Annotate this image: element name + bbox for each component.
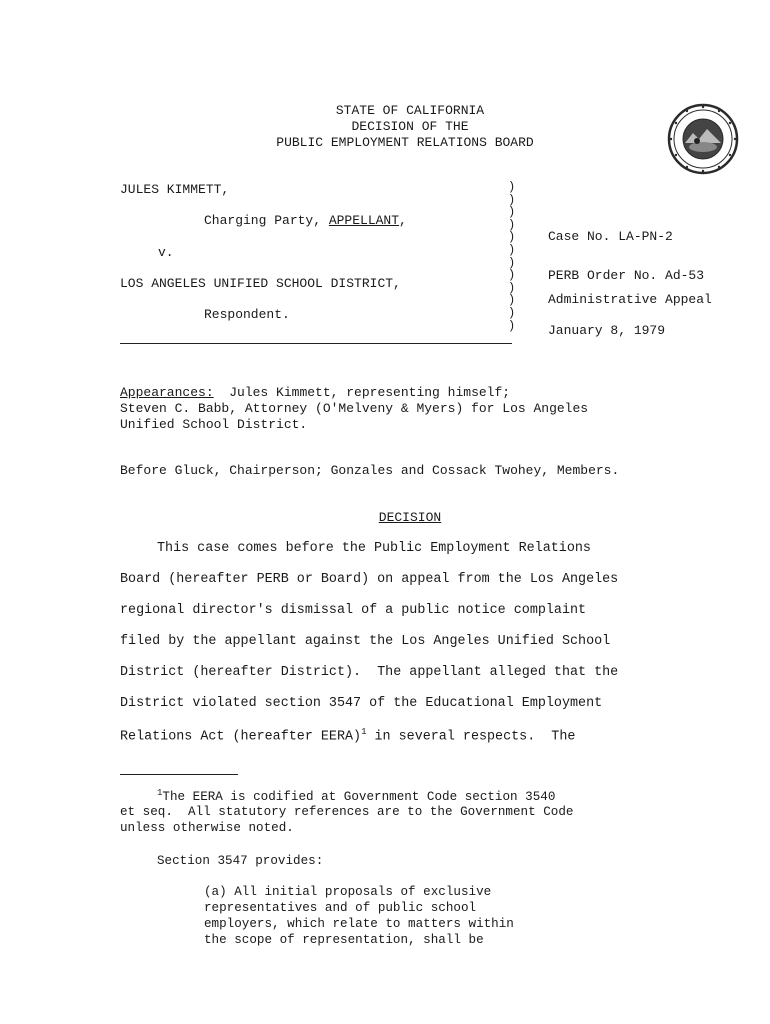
role-suffix: ,: [399, 213, 407, 228]
body-line-1: This case comes before the Public Employment Relations: [157, 541, 591, 556]
header-line-decision-of: DECISION OF THE: [351, 119, 469, 134]
header-line-board: PUBLIC EMPLOYMENT RELATIONS BOARD: [276, 135, 534, 150]
footnote-ref: 1: [361, 727, 367, 737]
body-line-3: regional director's dismissal of a public notice complaint: [120, 603, 587, 618]
appearances-line-2: Steven C. Babb, Attorney (O'Melveny & Myers) for Los Angeles: [120, 401, 589, 416]
party2-role: Respondent.: [204, 307, 290, 322]
panel-members: Before Gluck, Chairperson; Gonzales and Cossack Twohey, Members.: [120, 463, 620, 478]
decision-heading: DECISION: [378, 510, 442, 525]
footnote-line-1: [157, 789, 555, 804]
body-line-4: filed by the appellant against the Los Angeles Unified School: [120, 634, 611, 649]
quote-line-3: employers, which relate to matters within: [204, 917, 514, 931]
appearances-line-3: Unified School District.: [120, 417, 308, 432]
footnote-line-2: et seq. All statutory references are to the Government Code: [120, 805, 574, 819]
body-line-7-text: Relations Act (hereafter EERA): [120, 729, 362, 745]
footnote-rule: [120, 774, 238, 775]
body-line-5: District (hereafter District). The appellant alleged that the: [120, 665, 619, 680]
header-line-state: STATE OF CALIFORNIA: [335, 103, 485, 118]
state-seal-icon: [667, 103, 739, 175]
body-line-6: District violated section 3547 of the Educational Employment: [120, 696, 603, 711]
decision-date: January 8, 1979: [548, 323, 666, 338]
appearances-label: Appearances:: [120, 385, 214, 400]
quote-line-4: the scope of representation, shall be: [204, 933, 484, 947]
body-line-7: [120, 728, 575, 744]
quote-line-2: representatives and of public school: [204, 901, 477, 915]
party1-role: [204, 214, 407, 227]
order-number: PERB Order No. Ad-53: [548, 268, 705, 283]
case-number: Case No. LA-PN-2: [548, 229, 673, 244]
appearances-line-1: [120, 386, 510, 399]
caption-brackets: ) ) ) ) ) ) ) ) ) ) ) ): [508, 180, 516, 333]
appeal-type: Administrative Appeal: [548, 292, 712, 307]
section-intro: Section 3547 provides:: [157, 854, 324, 868]
body-line-2: Board (hereafter PERB or Board) on appeal from the Los Angeles: [120, 572, 619, 587]
versus: v.: [158, 245, 174, 260]
footnote-line-3: unless otherwise noted.: [120, 821, 294, 835]
quote-line-1: (a) All initial proposals of exclusive: [204, 885, 492, 899]
party-jules-kimmett: JULES KIMMETT,: [120, 182, 230, 197]
appearances-rest: Jules Kimmett, representing himself;: [213, 385, 511, 400]
footnote-text-1: The EERA is codified at Government Code section 3540: [162, 790, 556, 805]
role-prefix: Charging Party,: [204, 213, 329, 228]
body-line-7-tail: in several respects. The: [366, 729, 576, 745]
footnote-marker: 1: [157, 788, 163, 798]
party-lausd: LOS ANGELES UNIFIED SCHOOL DISTRICT,: [120, 276, 401, 291]
caption-rule: [120, 343, 512, 344]
role-appellant: APPELLANT: [328, 213, 400, 228]
